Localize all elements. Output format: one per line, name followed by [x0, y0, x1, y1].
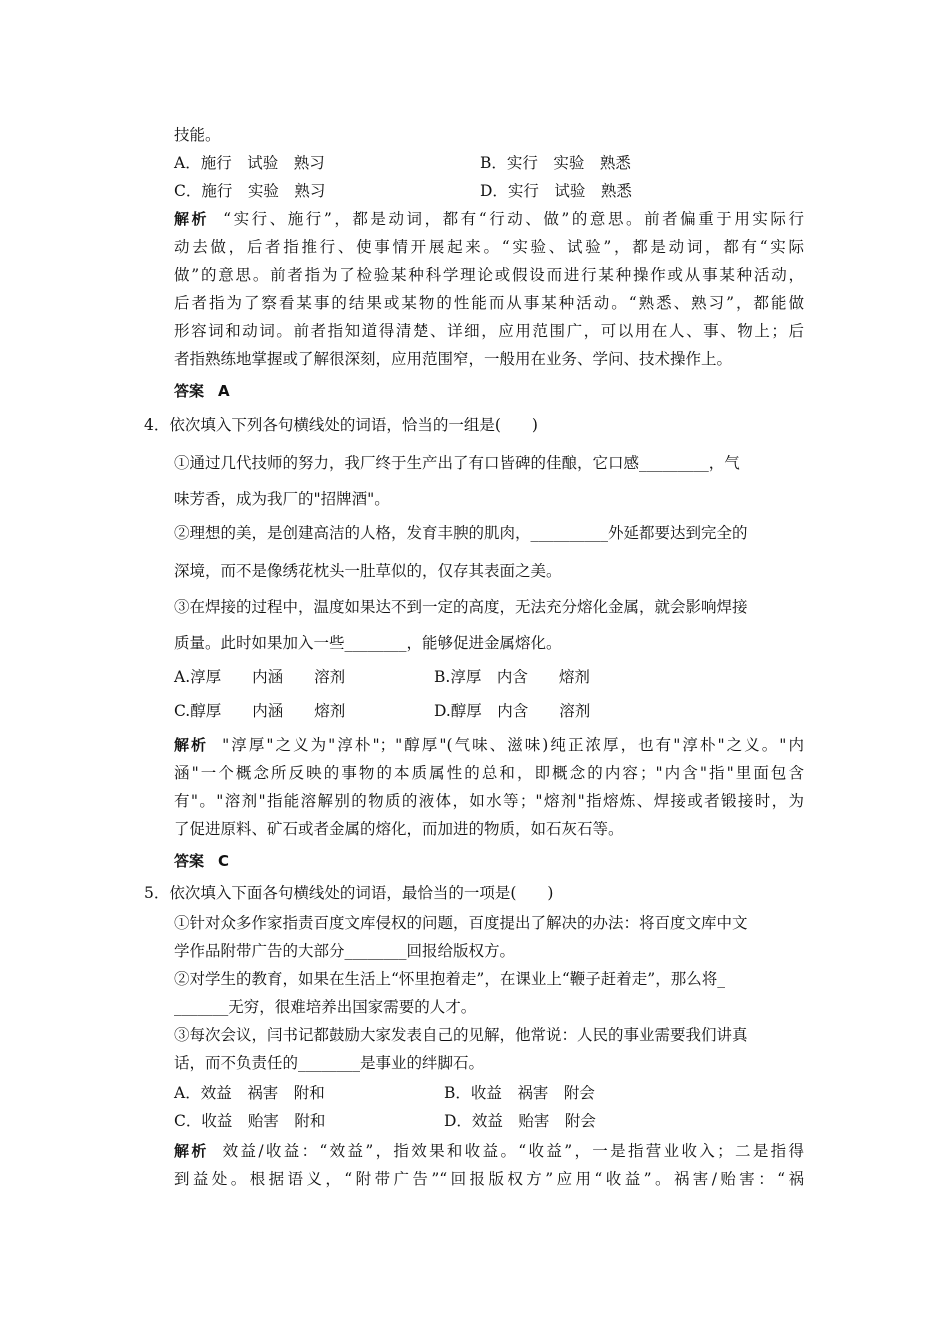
q5-sentence: ②对学生的教育，如果在生活上“怀里抱着走”，在课业上“鞭子赶着走”，那么将_ — [174, 970, 725, 988]
q3-analysis-line: 做”的意思。前者指为了检验某种科学理论或假设而进行某种操作或从事某种活动， — [174, 266, 804, 284]
q5-option-c: C．收益 贻害 附和 — [174, 1112, 326, 1130]
q3-option-d: D．实行 试验 熟悉 — [480, 182, 632, 200]
q4-analysis-line: 有"。"溶剂"指能溶解别的物质的液体，如水等；"熔剂"指熔炼、焊接或者锻接时，为 — [174, 792, 804, 810]
q4-sentence-2: 深境，而不是像绣花枕头一肚草似的，仅存其表面之美。 — [174, 562, 562, 580]
q3-option-a: A．施行 试验 熟习 — [174, 154, 325, 172]
q5-option-d: D．效益 贻害 附会 — [444, 1112, 596, 1130]
q3-analysis-line: 者指熟练地掌握或了解很深刻，应用范围窄，一般用在业务、学问、技术操作上。 — [174, 350, 733, 368]
q4-option-a: A.淳厚 内涵 溶剂 — [174, 668, 346, 686]
q5-stem: 5．依次填入下面各句横线处的词语，最恰当的一项是( ) — [144, 884, 554, 902]
q5-option-a: A．效益 祸害 附和 — [174, 1084, 325, 1102]
q4-analysis-label: 解析 — [174, 736, 209, 754]
q4-option-c: C.醇厚 内涵 熔剂 — [174, 702, 346, 720]
q5-sentence: 话，而不负责任的________是事业的绊脚石。 — [174, 1054, 485, 1072]
q3-analysis-line: 动去做，后者指推行、使事情开展起来。“实验、试验”，都是动词，都有“实际 — [174, 238, 804, 256]
q4-sentence-1: ①通过几代技师的努力，我厂终于生产出了有口皆碑的佳酿，它口感_________，气 — [174, 454, 740, 472]
q3-option-b: B．实行 实验 熟悉 — [480, 154, 631, 172]
q4-analysis-line: 了促进原料、矿石或者金属的熔化，而加进的物质，如石灰石等。 — [174, 820, 624, 838]
q3-answer-label: 答案 — [174, 382, 205, 400]
q3-analysis-label: 解析 — [174, 210, 210, 228]
q5-analysis-line: 解析 效益/收益：“效益”，指效果和收益。“收益”，一是指营业收入；二是指得 — [174, 1142, 804, 1160]
q3-analysis-line: 形容词和动词。前者指知道得清楚、详细，应用范围广，可以用在人、事、物上；后 — [174, 322, 804, 340]
q5-sentence: 学作品附带广告的大部分________回报给版权方。 — [174, 942, 516, 960]
q3-option-c: C．施行 实验 熟习 — [174, 182, 326, 200]
q4-answer-label: 答案 — [174, 852, 205, 870]
q3-analysis-line: 后者指为了察看某事的结果或某物的性能而从事某种活动。“熟悉、熟习”，都能做 — [174, 294, 804, 312]
q4-answer: 答案 C — [174, 852, 230, 870]
q3-answer: 答案 A — [174, 382, 230, 400]
q3-lead-text: 技能。 — [174, 126, 221, 144]
q5-sentence: _______无穷，很难培养出国家需要的人才。 — [174, 998, 477, 1016]
q4-option-d: D.醇厚 内含 溶剂 — [434, 702, 591, 720]
q4-sentence-3: ③在焊接的过程中，温度如果达不到一定的高度，无法充分熔化金属，就会影响焊接 — [174, 598, 748, 616]
q4-option-b: B.淳厚 内含 熔剂 — [434, 668, 590, 686]
q4-sentence-1: 味芳香，成为我厂的"招牌酒"。 — [174, 490, 390, 508]
q5-analysis-line: 到益处。根据语义，“附带广告”“回报版权方”应用“收益”。祸害/贻害：“祸 — [174, 1170, 804, 1188]
q4-analysis-line: 涵"一个概念所反映的事物的本质属性的总和，即概念的内容；"内含"指"里面包含 — [174, 764, 804, 782]
q3-analysis-line: 解析 “实行、施行”，都是动词，都有“行动、做”的意思。前者偏重于用实际行 — [174, 210, 804, 228]
q4-analysis-line: 解析 "淳厚"之义为"淳朴"；"醇厚"(气味、滋味)纯正浓厚，也有"淳朴"之义。"内 — [174, 736, 804, 754]
q5-sentence: ①针对众多作家指责百度文库侵权的问题，百度提出了解决的办法：将百度文库中文 — [174, 914, 748, 932]
q5-analysis-label: 解析 — [174, 1142, 209, 1160]
q4-sentence-3: 质量。此时如果加入一些________，能够促进金属熔化。 — [174, 634, 562, 652]
q5-option-b: B．收益 祸害 附会 — [444, 1084, 595, 1102]
q4-sentence-2: ②理想的美，是创建高洁的人格，发育丰腴的肌肉，__________外延都要达到完全的 — [174, 524, 748, 542]
q5-sentence: ③每次会议，闫书记都鼓励大家发表自己的见解，他常说：人民的事业需要我们讲真 — [174, 1026, 748, 1044]
q4-stem: 4．依次填入下列各句横线处的词语，恰当的一组是( ) — [144, 416, 538, 434]
